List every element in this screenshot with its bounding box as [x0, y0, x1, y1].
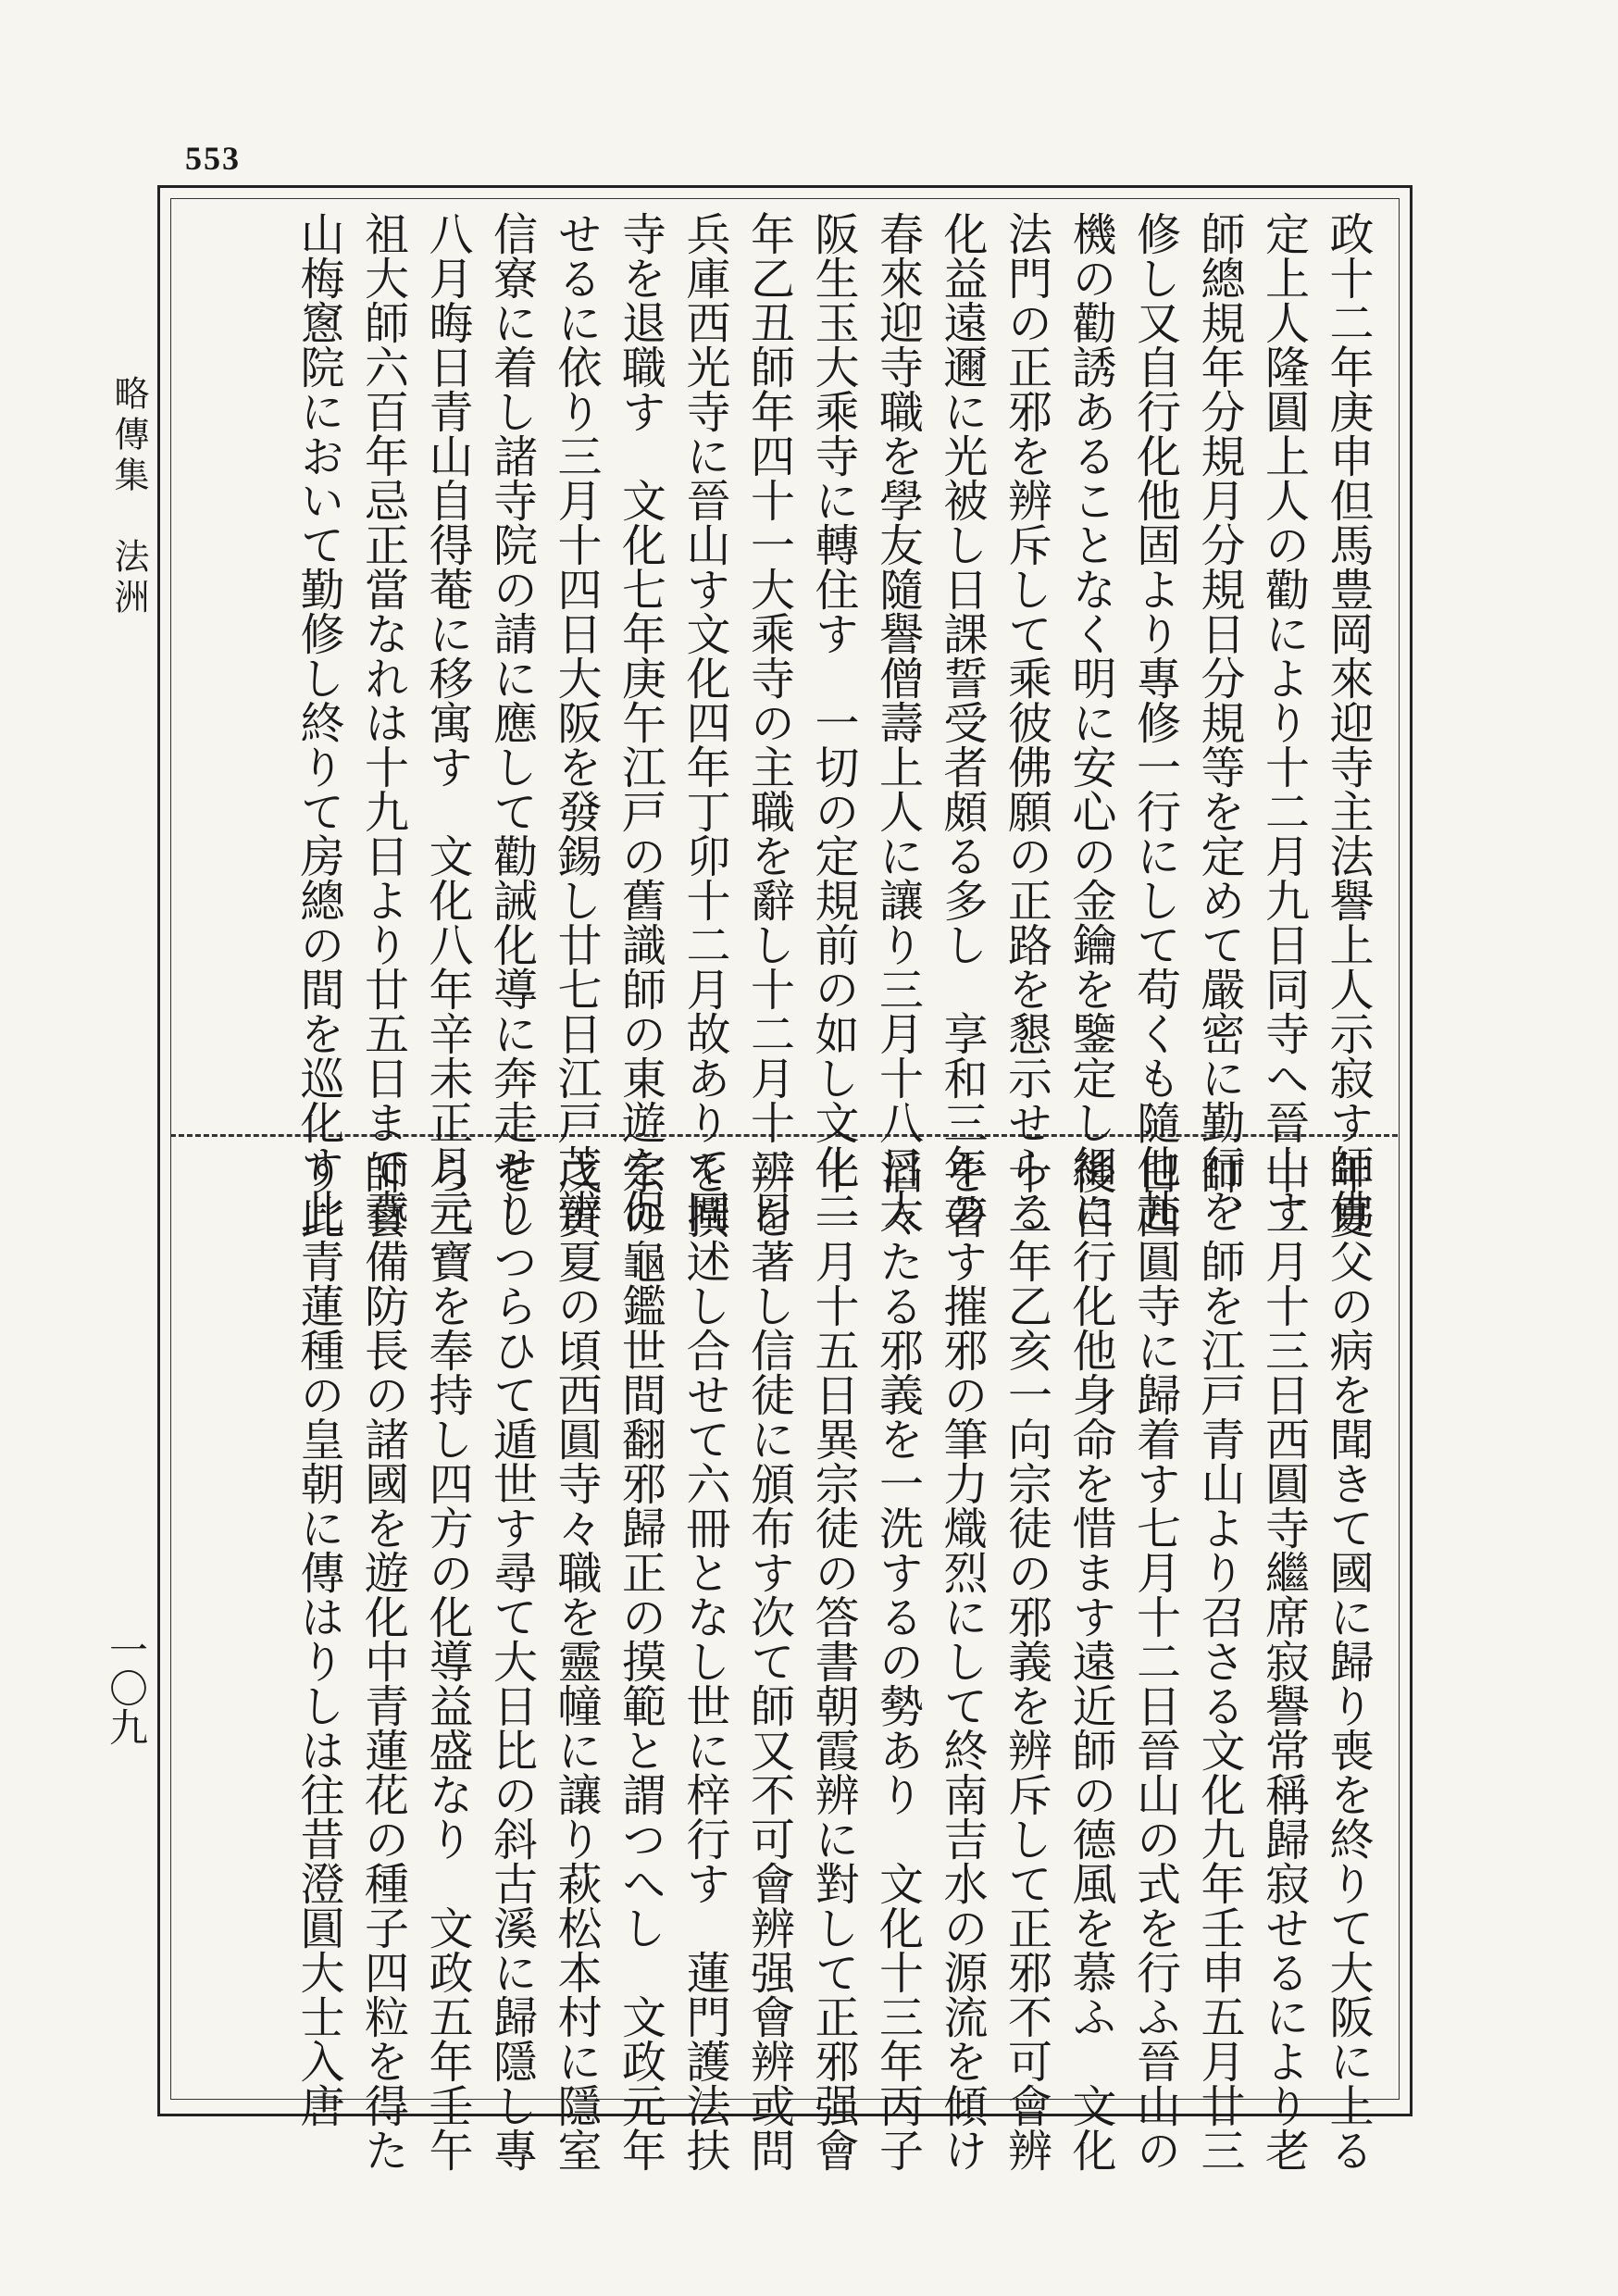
text-column: り此青蓮種の皇朝に傳はりしは往昔澄圓大士入唐 — [292, 1150, 344, 2128]
folio: 一〇九 — [104, 1629, 149, 1746]
text-column: をしつらひて遁世す尋て大日比の斜古溪に歸隱し專 — [485, 1150, 538, 2172]
text-column: 祖大師六百年忌正當なれは十九日より廿五日まで青 — [356, 211, 409, 1233]
text-column: 兵庫西光寺に晉山す文化四年丁卯十二月故ありて同 — [678, 211, 730, 1233]
text-column: を著す摧邪の筆力熾烈にして終南吉水の源流を傾け — [936, 1150, 988, 2172]
text-column: 十二月十三日西圓寺繼席寂譽常稱歸寂せるにより老 — [1257, 1150, 1310, 2172]
text-column: 政十二年庚申但馬豊岡來迎寺主法譽上人示寂す師佛 — [1322, 211, 1374, 1233]
text-column: 年夏父の病を聞きて國に歸り喪を終りて大阪に上る — [1322, 1150, 1374, 2172]
text-column: 師總規年分規月分規日分規等を定めて嚴密に勤行を — [1193, 211, 1245, 1233]
text-column: 春來迎寺職を學友隨譽僧壽上人に讓り三月十八日大 — [871, 211, 924, 1233]
running-head: 略傳集 法洲 — [108, 375, 149, 619]
text-column: を撰述し合せて六冊となし世に梓行す 蓮門護法扶 — [678, 1150, 730, 2172]
text-column: 信寮に着し諸寺院の請に應して勸誡化導に奔走せり — [485, 211, 538, 1233]
text-column: 寺を退職す 文化七年庚午江戸の舊識師の東遊を促 — [614, 211, 666, 1233]
text-column: ら三寶を奉持し四方の化導益盛なり 文政五年壬午 — [421, 1150, 473, 2172]
text-column: せるに依り三月十四日大阪を發錫し廿七日江戸芝辨 — [550, 211, 602, 1233]
text-column: 宗の龜鑑世間翻邪歸正の摸範と謂つへし 文政元年 — [614, 1150, 666, 2172]
text-column: 後自行化他身命を惜ます遠近師の德風を慕ふ 文化 — [1064, 1150, 1116, 2172]
page-number: 553 — [185, 140, 241, 177]
text-column: 滔々たる邪義を一洗するの勢あり 文化十三年丙子 — [871, 1150, 924, 2172]
lower-text-block — [190, 1150, 1379, 2172]
text-column: 阪生玉大乘寺に轉住す 一切の定規前の如し文化二 — [807, 211, 859, 1233]
text-column: 八月晦日青山自得菴に移寓す 文化八年辛未正月元 — [421, 211, 473, 1233]
text-column: 十一月十五日異宗徒の答書朝霞辨に對して正邪强會 — [807, 1150, 859, 2172]
text-column: 定上人隆圓上人の勸により十二月九日同寺へ晉山す — [1257, 211, 1310, 1233]
text-column: 年乙丑師年四十一大乘寺の主職を辭し十二月十二日 — [742, 211, 795, 1233]
text-column: 師藝備防長の諸國を遊化中青蓮花の種子四粒を得た — [356, 1150, 409, 2172]
upper-text-block — [190, 211, 1379, 1233]
text-column: 師、師を江戸青山より召さる文化九年壬申五月廿三 — [1193, 1150, 1245, 2172]
text-column: 機の勸誘あることなく明に安心の金鑰を鑒定し細に — [1064, 211, 1116, 1233]
text-column: 修し又自行化他固より專修一行にして苟くも隨他赴 — [1128, 211, 1181, 1233]
text-column: 山梅窻院において勤修し終りて房總の間を巡化す此 — [292, 211, 344, 1233]
text-column: 法門の正邪を辨斥して乘彼佛願の正路を懇示せらる — [1000, 211, 1052, 1233]
text-column: 日西圓寺に歸着す七月十二日晉山の式を行ふ晉山の — [1128, 1150, 1181, 2172]
text-column: 辨を著し信徒に頒布す次て師又不可會辨强會辨或問 — [742, 1150, 795, 2172]
text-column: 化益遠邇に光被し日課誓受者頗る多し 享和三年の — [936, 211, 988, 1233]
text-column: 十二年乙亥一向宗徒の邪義を辨斥して正邪不可會辨 — [1000, 1150, 1052, 2172]
text-column: 戊寅夏の頃西圓寺々職を靈幢に讓り萩松本村に隱室 — [550, 1150, 602, 2172]
